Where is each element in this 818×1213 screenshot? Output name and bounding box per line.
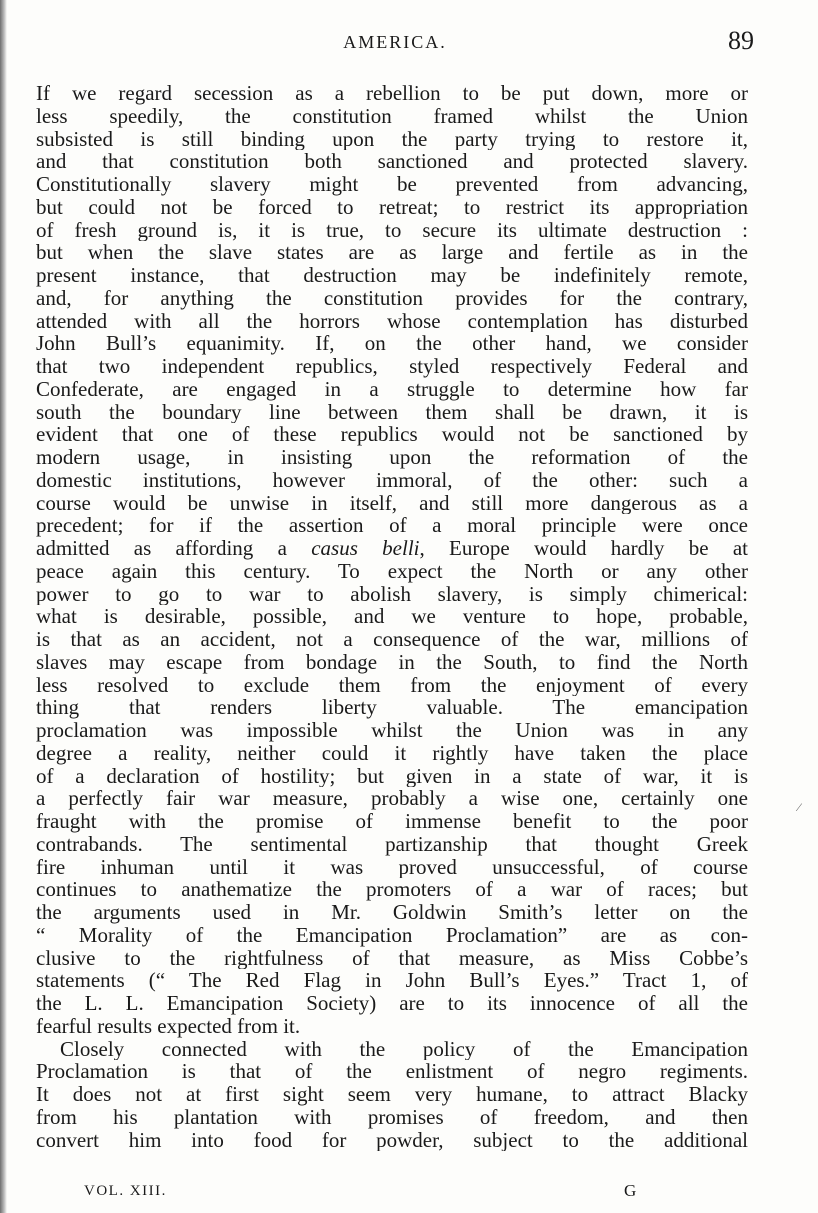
margin-mark: ⁄ — [798, 800, 801, 814]
text-line: fraught with the promise of immense benefit to the poor — [36, 810, 748, 833]
text-line: subsisted is still binding upon the party trying to restore it, — [36, 127, 748, 151]
text-line: contrabands. The sentimental partizanship that thought Greek — [36, 832, 748, 856]
paragraph-start-line: Closely connected with the policy of the Emancipation — [60, 1037, 748, 1061]
text-line: continues to anathematize the promoters of a war of races; but — [36, 878, 748, 901]
text-line: and that constitution both sanctioned and protected slavery. — [36, 150, 748, 173]
text-line: degree a reality, neither could it rightly have taken the place — [36, 741, 748, 765]
text-line: domestic institutions, however immoral, of the other: such a — [36, 468, 748, 492]
text-line: Confederate, are engaged in a struggle to determine how far — [36, 377, 748, 401]
text-line: power to go to war to abolish slavery, is simply chimerical: — [36, 582, 748, 606]
signature-mark: G — [624, 1181, 637, 1200]
text-line: precedent; for if the assertion of a moral principle were once — [36, 514, 748, 537]
text-line: of fresh ground is, it is true, to secure its ultimate destruction : — [36, 218, 748, 242]
text-line: less resolved to exclude them from the enjoyment of every — [36, 673, 748, 697]
text-line: but could not be forced to retreat; to restrict its appropriation — [36, 195, 748, 219]
text-line: convert him into food for powder, subject to the additional — [36, 1128, 748, 1152]
text-line: present instance, that destruction may be indefinitely remote, — [36, 264, 748, 287]
text-line: the L. L. Emancipation Society) are to its innocence of all the — [36, 992, 748, 1015]
text-line: from his plantation with promises of freedom, and then — [36, 1105, 748, 1129]
text-line: south the boundary line between them shall be drawn, it is — [36, 400, 748, 424]
volume-label: VOL. XIII. — [84, 1183, 167, 1199]
text-line: slaves may escape from bondage in the South, to find the North — [36, 650, 748, 674]
text-line: It does not at first sight seem very humane, to attract Blacky — [36, 1083, 748, 1106]
text-line: what is desirable, possible, and we venture to hope, probable, — [36, 605, 748, 628]
text-line: fire inhuman until it was proved unsuccessful, of course — [36, 855, 748, 879]
text-line: a perfectly fair war measure, probably a wise one, certainly one — [36, 787, 748, 810]
text-line: the arguments used in Mr. Goldwin Smith’s letter on the — [36, 901, 748, 924]
text-line: less speedily, the constitution framed whilst the Union — [36, 104, 748, 128]
text-line: If we regard secession as a rebellion to be put down, more or — [36, 82, 748, 105]
italic-phrase: casus belli — [311, 537, 420, 560]
text-line: and, for anything the constitution provides for the contrary, — [36, 286, 748, 310]
text-line: modern usage, in insisting upon the reformation of the — [36, 446, 748, 469]
running-head — [36, 26, 754, 60]
text-line: is that as an accident, not a consequence of the war, millions of — [36, 628, 748, 651]
text-line: “ Morality of the Emancipation Proclamation” are as con- — [36, 923, 748, 947]
text-line: John Bull’s equanimity. If, on the other hand, we consider — [36, 332, 748, 355]
text-line: Constitutionally slavery might be prevented from advancing, — [36, 173, 748, 196]
text-line: thing that renders liberty valuable. The emancipation — [36, 696, 748, 719]
text-line: but when the slave states are as large and fertile as in the — [36, 241, 748, 264]
text-line: admitted as affording a casus belli, Europe would hardly be at — [36, 537, 748, 560]
text-line: proclamation was impossible whilst the Union was in any — [36, 719, 748, 742]
paragraph-end-line: fearful results expected from it. — [36, 1014, 301, 1038]
text-line: of a declaration of hostility; but given in a state of war, it is — [36, 764, 748, 788]
running-title: AMERICA. — [343, 32, 447, 52]
page-number: 89 — [728, 26, 754, 55]
text-line: statements (“ The Red Flag in John Bull’s Eyes.” Tract 1, of — [36, 969, 748, 992]
binding-edge — [0, 0, 7, 1213]
text-line: clusive to the rightfulness of that measure, as Miss Cobbe’s — [36, 946, 748, 970]
body-text — [36, 82, 748, 1151]
text-line: peace again this century. To expect the North or any other — [36, 559, 748, 583]
text-line: that two independent republics, styled respectively Federal and — [36, 355, 748, 378]
text-line: evident that one of these republics would not be sanctioned by — [36, 423, 748, 446]
text-line: course would be unwise in itself, and still more dangerous as a — [36, 491, 748, 515]
page-footer — [84, 1183, 684, 1203]
text-line: attended with all the horrors whose contemplation has disturbed — [36, 309, 748, 333]
text-line: Proclamation is that of the enlistment of negro regiments. — [36, 1060, 748, 1083]
